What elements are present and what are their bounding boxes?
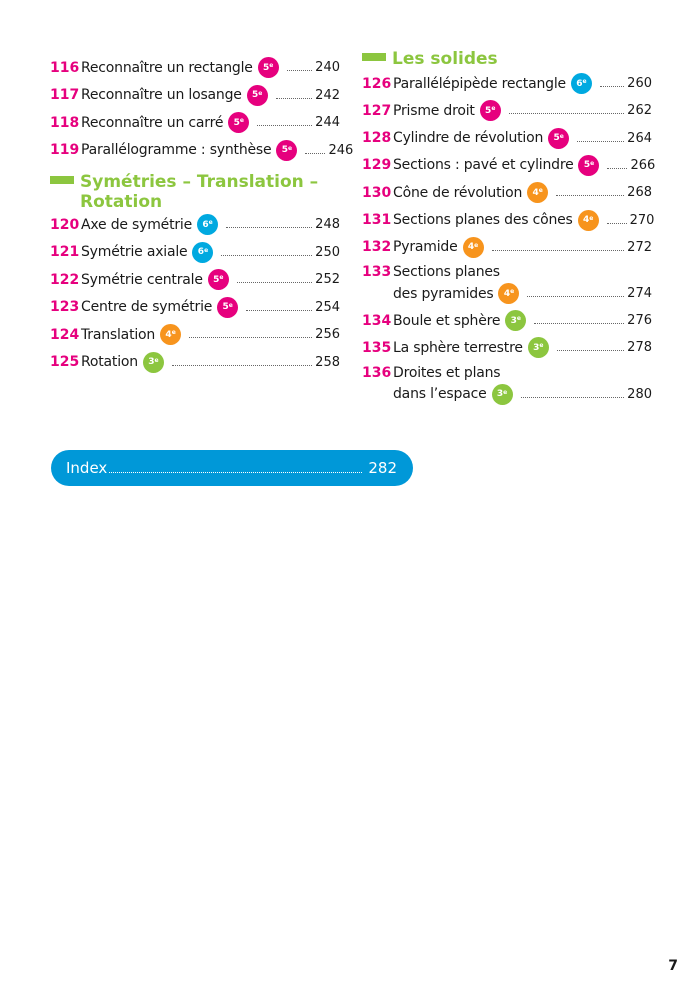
chapter-number: 125 (50, 354, 80, 370)
page-ref: 244 (315, 115, 340, 130)
toc-entry[interactable] (362, 264, 652, 304)
grade-suffix: e (590, 159, 595, 167)
grade-suffix: e (516, 315, 521, 323)
toc-entry[interactable] (50, 352, 340, 373)
leader-dots (557, 350, 624, 351)
section-heading-symetries (50, 172, 340, 212)
chapter-number: 129 (362, 157, 392, 174)
title-second-line (393, 384, 652, 405)
chapter-number: 133 (362, 264, 392, 281)
chapter-number: 120 (50, 216, 80, 233)
leader-dots (492, 250, 625, 251)
section-title: Les solides (392, 49, 498, 69)
toc-entry[interactable] (50, 269, 340, 290)
leader-dots (276, 98, 312, 99)
chapter-number: 119 (50, 142, 80, 158)
grade-level: 4 (582, 215, 590, 225)
leader-dots (189, 337, 312, 338)
grade-3-badge (492, 384, 513, 405)
entry-title-wrap (393, 210, 655, 231)
chapter-title: La sphère terrestre (393, 339, 523, 356)
toc-entry[interactable] (362, 337, 652, 358)
entry-title-wrap (81, 269, 340, 290)
grade-level: 4 (165, 329, 172, 340)
grade-level: 5 (233, 117, 240, 128)
chapter-title: Rotation (81, 354, 138, 370)
grade-level: 3 (533, 342, 540, 353)
chapter-number: 123 (50, 299, 80, 315)
page-ref: 250 (315, 244, 340, 260)
toc-entry[interactable] (362, 210, 655, 231)
chapter-title: Droites et plans (393, 364, 501, 381)
toc-entry[interactable] (362, 100, 652, 121)
section-heading-solides (362, 49, 652, 69)
grade-5-badge (247, 85, 268, 106)
grade-5-badge (578, 155, 599, 176)
chapter-title: Reconnaître un rectangle (81, 59, 253, 76)
chapter-title: Centre de symétrie (81, 299, 213, 315)
entry-title-wrap (393, 100, 652, 121)
chapter-number: 135 (362, 339, 392, 356)
chapter-title: Reconnaître un losange (81, 87, 242, 103)
toc-entry[interactable] (50, 112, 340, 133)
grade-suffix: e (228, 301, 233, 309)
entry-title-wrap (81, 57, 340, 78)
leader-dots (246, 310, 312, 311)
grade-5-badge (228, 112, 249, 133)
chapter-title: Translation (81, 326, 156, 343)
toc-entry[interactable] (50, 214, 340, 235)
chapter-title: Reconnaître un carré (81, 114, 224, 131)
leader-dots (172, 365, 312, 366)
entry-title-wrap (393, 155, 656, 176)
entry-title-wrap (81, 297, 340, 318)
entry-title-wrap (81, 242, 340, 263)
leader-dots (600, 86, 624, 87)
grade-suffix: e (510, 288, 515, 296)
entry-title-wrap (81, 352, 340, 373)
page-number: 7 (668, 958, 678, 974)
chapter-number: 121 (50, 244, 80, 260)
chapter-title: Sections planes des cônes (393, 212, 573, 228)
toc-entry[interactable] (362, 237, 652, 258)
toc-entry[interactable] (50, 57, 340, 78)
section-title-line2: Rotation (80, 192, 163, 212)
page-ref: 278 (627, 340, 652, 356)
grade-level: 3 (148, 357, 155, 367)
leader-dots (287, 70, 312, 71)
page-ref: 256 (315, 327, 340, 342)
page-ref: 240 (315, 60, 340, 75)
grade-4-badge (463, 237, 484, 258)
page-ref: 270 (629, 212, 655, 228)
leader-dots (257, 125, 312, 126)
page-ref: 262 (627, 103, 652, 119)
toc-entry[interactable] (362, 155, 656, 176)
grade-5-badge (548, 128, 569, 149)
chapter-title: Parallélépipède rectangle (393, 75, 566, 92)
entry-title-wrap (81, 214, 340, 235)
chapter-number: 136 (362, 364, 392, 381)
grade-suffix: e (269, 62, 274, 69)
entry-title-wrap (81, 140, 354, 161)
grade-5-badge (258, 57, 279, 78)
grade-suffix: e (539, 342, 544, 350)
grade-suffix: e (204, 246, 209, 254)
toc-entry[interactable] (50, 140, 354, 161)
grade-level: 5 (553, 133, 560, 144)
chapter-title: Boule et sphère (393, 312, 501, 329)
toc-entry[interactable] (50, 85, 340, 106)
grade-6-badge (197, 214, 218, 235)
chapter-title: Sections planes (393, 264, 500, 281)
page-ref: 276 (627, 313, 652, 329)
grade-4-badge (498, 283, 519, 304)
entry-title-wrap (393, 237, 652, 258)
chapter-title: Symétrie axiale (81, 244, 188, 260)
entry-title-wrap (81, 85, 340, 106)
grade-suffix: e (559, 132, 564, 140)
leader-dots (577, 141, 624, 142)
page-ref: 268 (627, 185, 652, 201)
grade-suffix: e (154, 356, 159, 364)
chapter-number: 131 (362, 212, 392, 228)
entry-title-wrap (393, 264, 652, 304)
chapter-number: 118 (50, 114, 80, 131)
grade-level: 6 (197, 247, 205, 257)
entry-title-wrap (393, 73, 652, 94)
grade-suffix: e (219, 274, 224, 281)
entry-title-wrap (393, 128, 652, 149)
grade-3-badge (528, 337, 549, 358)
grade-level: 6 (202, 219, 209, 230)
entry-title-wrap (81, 112, 340, 133)
chapter-number: 126 (362, 75, 392, 92)
grade-6-badge (571, 73, 592, 94)
toc-entry[interactable] (50, 242, 340, 263)
index-page: 282 (368, 459, 397, 477)
chapter-title: Prisme droit (393, 102, 475, 119)
page-ref: 246 (328, 142, 354, 158)
page-ref: 266 (630, 157, 656, 173)
toc-entry[interactable] (362, 365, 652, 405)
page-ref: 272 (627, 239, 652, 255)
toc-entry[interactable] (50, 324, 340, 345)
grade-suffix: e (503, 388, 508, 396)
entry-title-wrap (393, 310, 652, 331)
page-ref: 280 (627, 386, 652, 402)
leader-dots (521, 397, 625, 398)
page-ref: 254 (315, 299, 340, 315)
grade-level: 3 (496, 389, 504, 400)
chapter-title: Cylindre de révolution (393, 130, 544, 147)
grade-level: 5 (222, 302, 229, 312)
index-label: Index (66, 459, 108, 477)
chapter-title: Sections : pavé et cylindre (393, 157, 574, 174)
grade-5-badge (208, 269, 229, 290)
grade-level: 5 (252, 90, 259, 100)
leader-dots (237, 282, 312, 283)
chapter-number: 128 (362, 130, 392, 147)
leader-dots (534, 323, 624, 324)
grade-level: 4 (532, 187, 539, 198)
leader-dots (607, 223, 627, 224)
toc-entry[interactable] (362, 128, 652, 149)
leader-dots (109, 472, 362, 473)
page-ref: 258 (315, 354, 340, 370)
grade-4-badge (160, 324, 181, 345)
grade-suffix: e (288, 144, 293, 152)
entry-title-wrap (81, 324, 340, 345)
grade-5-badge (217, 297, 238, 318)
title-second-line (393, 283, 652, 304)
leader-dots (305, 153, 325, 154)
page-ref: 248 (315, 217, 340, 232)
chapter-title-line2: des pyramides (393, 285, 494, 302)
page-ref: 260 (627, 76, 652, 91)
section-bar (50, 176, 74, 184)
grade-level: 5 (485, 105, 492, 116)
grade-level: 5 (281, 145, 289, 155)
chapter-number: 134 (362, 312, 392, 329)
page-ref: 242 (315, 87, 340, 103)
chapter-title: Pyramide (393, 239, 458, 256)
grade-suffix: e (582, 78, 587, 85)
chapter-title-line2: dans l’espace (393, 386, 487, 403)
chapter-number: 122 (50, 271, 80, 288)
chapter-title: Cône de révolution (393, 184, 523, 201)
grade-level: 6 (576, 78, 583, 89)
leader-dots (607, 168, 627, 169)
grade-level: 4 (467, 242, 475, 253)
leader-dots (527, 296, 624, 297)
leader-dots (221, 255, 312, 256)
grade-level: 5 (583, 160, 591, 171)
chapter-title: Axe de symétrie (81, 216, 193, 233)
chapter-title: Parallélogramme : synthèse (81, 142, 272, 158)
section-title-line1: Symétries – Translation – (80, 172, 319, 192)
toc-entry[interactable] (50, 297, 340, 318)
chapter-number: 124 (50, 326, 80, 343)
grade-4-badge (527, 182, 548, 203)
chapter-number: 117 (50, 87, 80, 103)
grade-suffix: e (208, 219, 213, 226)
chapter-title: Symétrie centrale (81, 271, 203, 288)
grade-level: 5 (263, 62, 270, 73)
page-ref: 252 (315, 272, 340, 287)
grade-6-badge (192, 242, 213, 263)
grade-level: 4 (503, 288, 511, 299)
leader-dots (226, 227, 312, 228)
chapter-number: 127 (362, 102, 392, 119)
entry-title-wrap (393, 182, 652, 203)
grade-suffix: e (491, 105, 496, 113)
grade-suffix: e (474, 241, 479, 249)
grade-suffix: e (538, 187, 543, 195)
grade-suffix: e (171, 329, 176, 336)
page-ref: 274 (627, 286, 652, 302)
index-link[interactable] (51, 450, 413, 486)
grade-5-badge (276, 140, 297, 161)
chapter-number: 116 (50, 59, 80, 76)
leader-dots (556, 195, 624, 196)
grade-3-badge (143, 352, 164, 373)
grade-level: 5 (213, 274, 220, 285)
chapter-number: 130 (362, 184, 392, 201)
toc-entry[interactable] (362, 310, 652, 331)
entry-title-wrap (393, 365, 652, 405)
leader-dots (509, 113, 624, 114)
grade-5-badge (480, 100, 501, 121)
chapter-number: 132 (362, 239, 392, 256)
page-ref: 264 (627, 130, 652, 146)
section-bar (362, 53, 386, 61)
grade-suffix: e (239, 117, 244, 124)
toc-entry[interactable] (362, 182, 652, 203)
entry-title-wrap (393, 337, 652, 358)
grade-4-badge (578, 210, 599, 231)
grade-level: 3 (510, 315, 517, 326)
grade-suffix: e (258, 89, 263, 97)
grade-suffix: e (589, 214, 594, 222)
toc-entry[interactable] (362, 73, 652, 94)
grade-3-badge (505, 310, 526, 331)
